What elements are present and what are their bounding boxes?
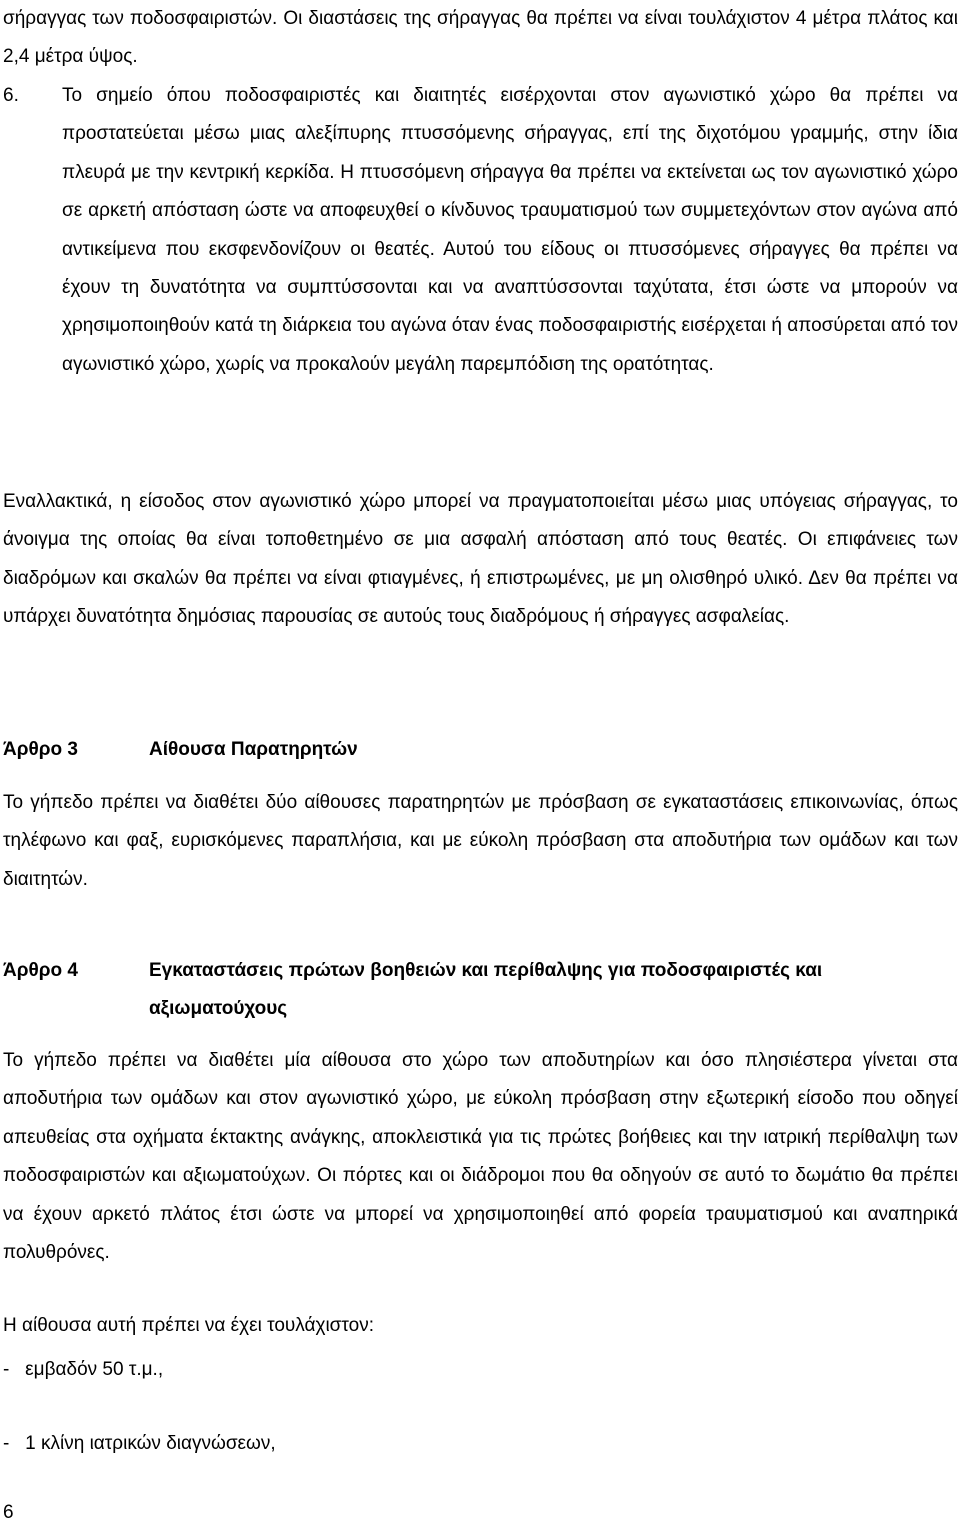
article-4-number: Άρθρο 4 bbox=[3, 960, 78, 981]
alternative-entry-paragraph: Εναλλακτικά, η είσοδος στον αγωνιστικό χώρο μπορεί να πραγματοποιείται μέσω μιας υπόγειας σήραγγας, το άνοιγμα της οποίας θα είναι τοποθετημένο σε μια ασφαλή απόσταση από τους θεατές. Οι επιφάνειες των διαδρόμων και σκαλών θα πρέπει να είναι φτιαγμένες, ή επιστρωμένες, με μη ολισθηρό υλικό. Δεν θα πρέπει να υπάρχει δυνατότητα δημόσιας παρουσίας σε αυτούς τους διαδρόμους ή σήραγγες ασφαλείας. bbox=[3, 491, 958, 628]
requirements-intro: Η αίθουσα αυτή πρέπει να έχει τουλάχιστον: bbox=[3, 1315, 374, 1336]
item-number: 6. bbox=[3, 85, 19, 106]
intro-paragraph: σήραγγας των ποδοσφαιριστών. Οι διαστάσεις της σήραγγας θα πρέπει να είναι τουλάχιστον 4 μέτρα πλάτος και 2,4 μέτρα ύψος. bbox=[3, 8, 958, 68]
article-3-paragraph: Το γήπεδο πρέπει να διαθέτει δύο αίθουσες παρατηρητών με πρόσβαση σε εγκαταστάσεις επικοινωνίας, όπως τηλέφωνο και φαξ, ευρισκόμενες παραπλήσια, και με εύκολη πρόσβαση στα αποδυτήρια των ομάδων και των διαιτητών. bbox=[3, 792, 958, 890]
item-6-text: Το σημείο όπου ποδοσφαιριστές και διαιτητές εισέρχονται στον αγωνιστικό χώρο θα πρέπει να προστατεύεται μέσω μιας αλεξίπυρης πτυσσόμενης σήραγγας, επί της διχοτόμου γραμμής, στην ίδια πλευρά με την κεντρική κερκίδα. Η πτυσσόμενη σήραγγα θα πρέπει να εκτείνεται ως τον αγωνιστικό χώρο σε αρκετή απόσταση ώστε να αποφευχθεί ο κίνδυνος τραυματισμού των συμμετεχόντων στον αγώνα από αντικείμενα που εκσφενδονίζουν οι θεατές. Αυτού του είδους οι πτυσσόμενες σήραγγες θα πρέπει να έχουν τη δυνατότητα να συμπτύσσονται και να αναπτύσσονται ταχύτατα, έτσι ώστε να μπορούν να χρησιμοποιηθούν κατά τη διάρκεια του αγώνα όταν ένας ποδοσφαιριστής εισέρχεται ή αποσύρεται από τον αγωνιστικό χώρο, χωρίς να προκαλούν μεγάλη παρεμπόδιση της ορατότητας. bbox=[62, 85, 958, 375]
article-3-number: Άρθρο 3 bbox=[3, 739, 78, 760]
requirement-item: - 1 κλίνη ιατρικών διαγνώσεων, bbox=[3, 1433, 276, 1454]
item-6-paragraph bbox=[62, 77, 958, 384]
article-3-title: Αίθουσα Παρατηρητών bbox=[149, 739, 358, 760]
article-4-title: Εγκαταστάσεις πρώτων βοηθειών και περίθαλψης για ποδοσφαιριστές και αξιωματούχους bbox=[149, 960, 823, 1020]
page-number: 6 bbox=[3, 1502, 14, 1523]
article-4-paragraph: Το γήπεδο πρέπει να διαθέτει μία αίθουσα στο χώρο των αποδυτηρίων και όσο πλησιέστερα γίνεται στα αποδυτήρια των ομάδων και στον αγωνιστικό χώρο, με εύκολη πρόσβαση στην εξωτερική είσοδο που οδηγεί απευθείας στα οχήματα έκτακτης ανάγκης, αποκλειστικά για τις πρώτες βοήθειες και την ιατρική περίθαλψη των ποδοσφαιριστών και αξιωματούχων. Οι πόρτες και οι διάδρομοι που θα οδηγούν σε αυτό το δωμάτιο θα πρέπει να έχουν αρκετό πλάτος έτσι ώστε να μπορεί να χρησιμοποιηθεί από φορεία τραυματισμού και αναπηρικά πολυθρόνες. bbox=[3, 1050, 958, 1264]
requirement-item: - εμβαδόν 50 τ.μ., bbox=[3, 1359, 164, 1380]
